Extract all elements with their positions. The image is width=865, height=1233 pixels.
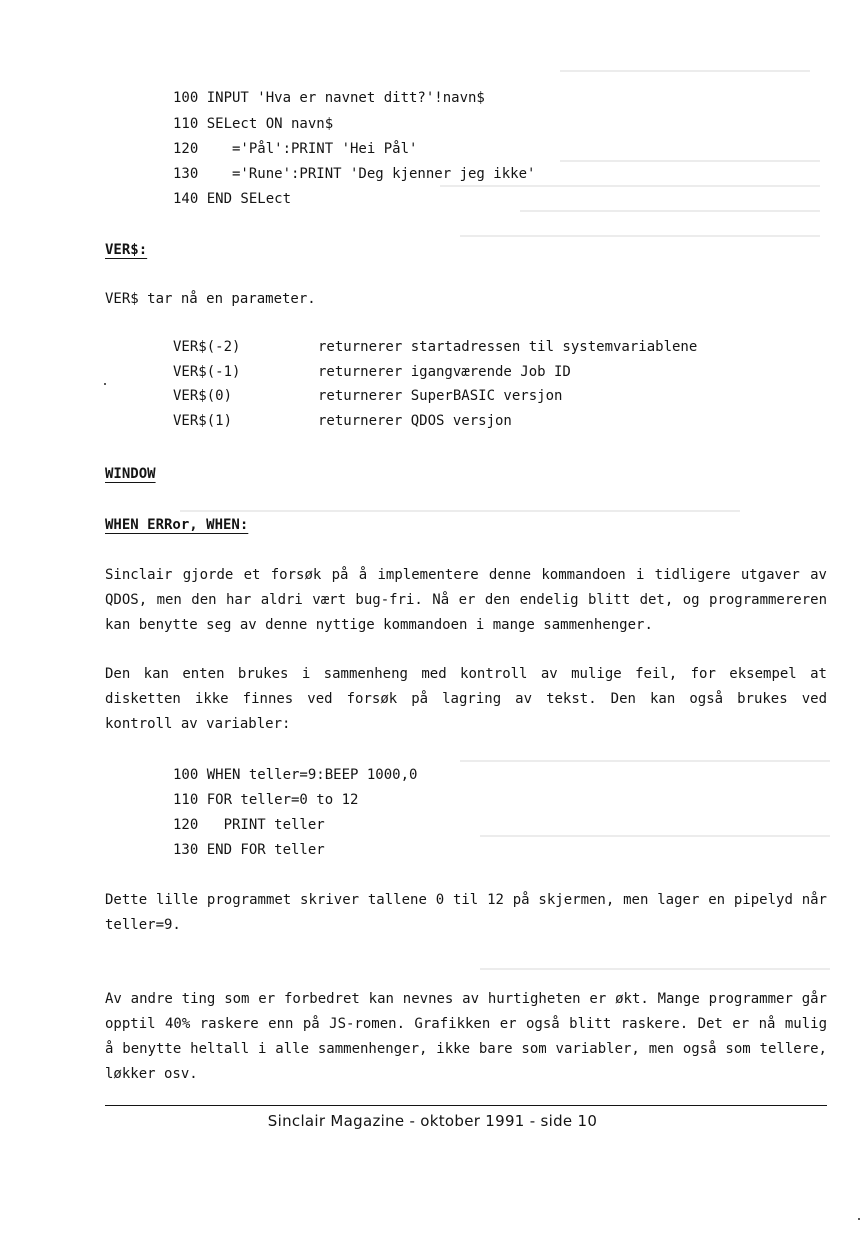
footer-rule xyxy=(105,1105,827,1106)
paragraph: Den kan enten brukes i sammenheng med kontroll av mulige feil, for eksempel at disketten ikke finnes ved forsøk på lagring av tekst. Den kan også brukes ved kontroll av variabler: xyxy=(105,666,827,732)
code-line: 130 ='Rune':PRINT 'Deg kjenner jeg ikke' xyxy=(173,166,536,182)
paragraph: Sinclair gjorde et forsøk på å implementere denne kommandoen i tidligere utgaver av QDOS, men den har aldri vært bug-fri. Nå er den endelig blitt det, og programmereren kan benytte seg av denne nyttige kommandoen i mange sammenhenger. xyxy=(105,567,827,633)
ver-desc: returnerer SuperBASIC versjon xyxy=(318,388,563,404)
ver-desc: returnerer QDOS versjon xyxy=(318,413,512,429)
ver-call: VER$(1) xyxy=(173,413,233,429)
ver-intro: VER$ tar nå en parameter. xyxy=(105,291,316,307)
heading-ver: VER$: xyxy=(105,242,148,258)
ver-desc: returnerer startadressen til systemvariablene xyxy=(318,339,698,355)
ver-call: VER$(-2) xyxy=(173,339,241,355)
ver-row xyxy=(173,360,571,384)
ver-row xyxy=(173,409,512,433)
speck-mark xyxy=(858,1218,860,1220)
ver-row xyxy=(173,384,562,408)
code-line: 110 FOR teller=0 to 12 xyxy=(173,792,359,808)
ver-row xyxy=(173,335,697,359)
code-line: 140 END SELect xyxy=(173,191,292,207)
heading-when: WHEN ERRor, WHEN: xyxy=(105,517,249,533)
ver-desc: returnerer igangværende Job ID xyxy=(318,364,571,380)
code-line: 100 WHEN teller=9:BEEP 1000,0 xyxy=(173,767,418,783)
paragraph: Dette lille programmet skriver tallene 0 til 12 på skjermen, men lager en pipelyd når teller=9. xyxy=(105,892,827,933)
speck-mark xyxy=(104,383,106,385)
code-line: 130 END FOR teller xyxy=(173,842,325,858)
ver-call: VER$(-1) xyxy=(173,364,241,380)
page-footer: Sinclair Magazine - oktober 1991 - side 10 xyxy=(267,1112,598,1130)
paragraph: Av andre ting som er forbedret kan nevnes av hurtigheten er økt. Mange programmer går opptil 40% raskere enn på JS-romen. Grafikken er også blitt raskere. Det er nå mulig å benytte heltall i alle sammenhenger, ikke bare som variabler, men også som tellere, løkker osv. xyxy=(105,991,827,1082)
heading-window: WINDOW xyxy=(105,466,156,482)
code-line: 110 SELect ON navn$ xyxy=(173,116,334,132)
code-line: 120 PRINT teller xyxy=(173,817,325,833)
code-line: 100 INPUT 'Hva er navnet ditt?'!navn$ xyxy=(173,90,485,106)
ver-call: VER$(0) xyxy=(173,388,233,404)
code-line: 120 ='Pål':PRINT 'Hei Pål' xyxy=(173,141,418,157)
